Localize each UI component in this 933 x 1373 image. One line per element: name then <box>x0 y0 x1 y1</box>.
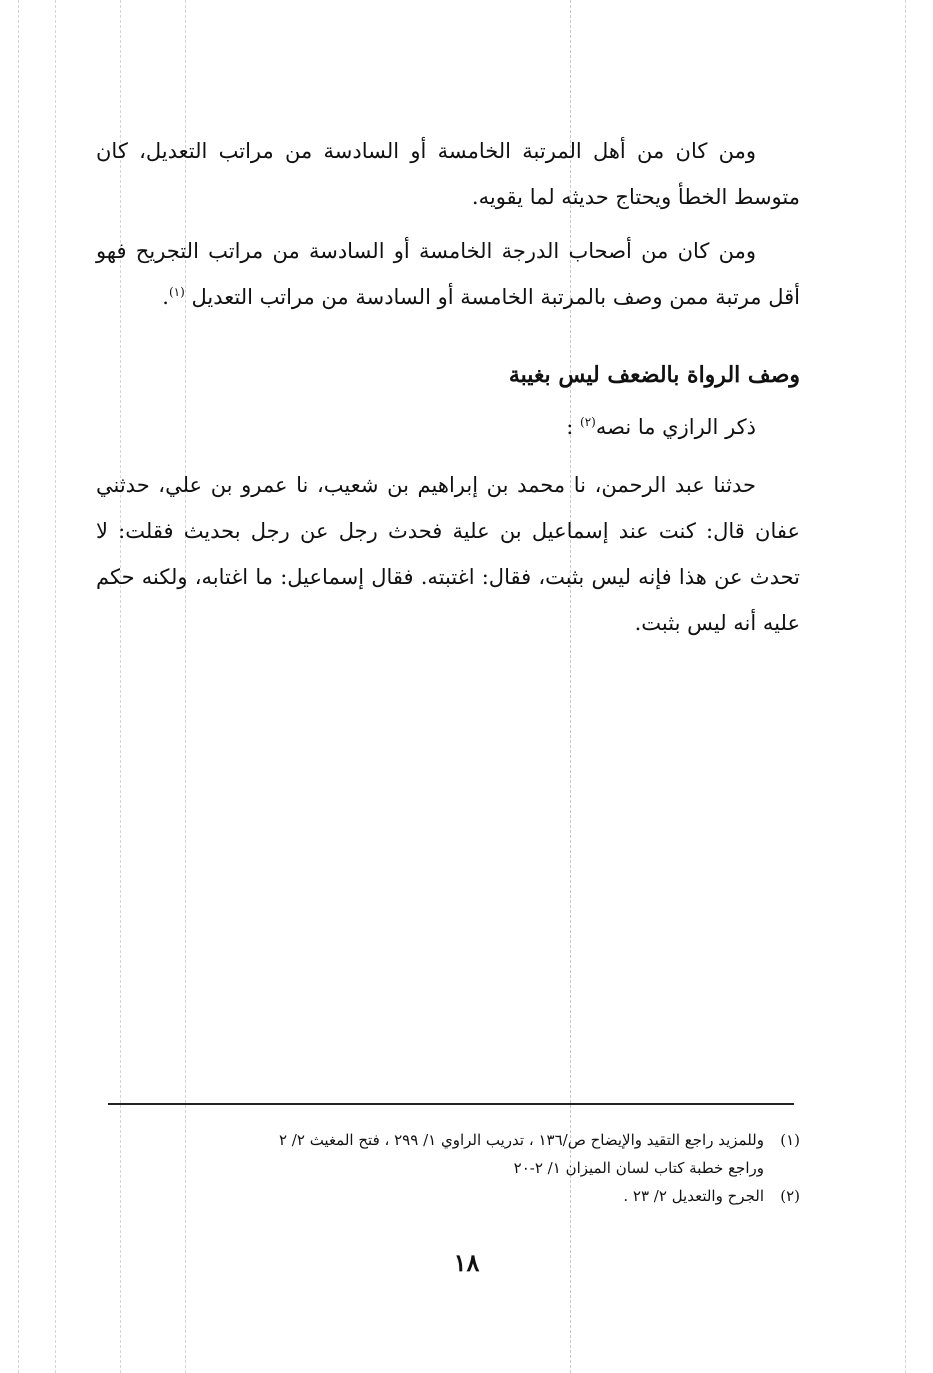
footnote-text: الجرح والتعديل ٢/ ٢٣ . <box>623 1187 764 1205</box>
section-heading: وصف الرواة بالضعف ليس بغيبة <box>508 362 800 388</box>
footnote-reference-1[interactable]: (١) <box>168 285 185 299</box>
footnote-2 <box>96 1182 800 1210</box>
paragraph-end-punctuation: . <box>162 285 169 309</box>
paragraph-narration <box>96 462 800 646</box>
intro-text: ذكر الرازي ما نصه <box>595 415 756 439</box>
footnote-number: (٢) <box>780 1187 800 1205</box>
scan-guide-line <box>18 0 19 1373</box>
paragraph-text: ومن كان من أهل المرتبة الخامسة أو السادسة من مراتب التعديل، كان متوسط الخطأ ويحتاج حديثه لما يقويه. <box>96 139 800 209</box>
footnote-text: وللمزيد راجع التقيد والإيضاح ص/١٣٦ ، تدريب الراوي ١/ ٢٩٩ ، فتح المغيث ٢/ ٢ <box>278 1131 764 1149</box>
footnote-divider <box>108 1103 794 1105</box>
scan-guide-line <box>905 0 906 1373</box>
footnote-1 <box>96 1126 800 1154</box>
intro-colon: : <box>566 415 581 439</box>
page-number: ١٨ <box>453 1248 480 1277</box>
paragraph-text: ومن كان من أصحاب الدرجة الخامسة أو السادسة من مراتب التجريح فهو أقل مرتبة ممن وصف بالمرتبة الخامسة أو السادسة من مراتب التعديل <box>96 239 800 309</box>
scan-guide-line <box>55 0 56 1373</box>
paragraph-text: حدثنا عبد الرحمن، نا محمد بن إبراهيم بن شعيب، نا عمرو بن علي، حدثني عفان قال: كنت عند إسماعيل بن علية فحدث رجل عن رجل بحديث فقلت: لا تحدث عن هذا فإنه ليس بثبت، فقال: اغتبته. فقال إسماعيل: ما اغتابه، ولكنه حكم عليه أنه ليس بثبت. <box>96 473 800 635</box>
intro-line <box>96 404 800 450</box>
paragraph-ta3deel <box>96 128 800 220</box>
footnote-number: (١) <box>780 1131 800 1149</box>
footnotes-section <box>96 1126 800 1210</box>
footnote-reference-2[interactable]: (٢) <box>580 415 596 429</box>
paragraph-tajreeh <box>96 228 800 320</box>
footnote-1-continuation: وراجع خطبة كتاب لسان الميزان ١/ ٢-٢٠ <box>513 1159 764 1177</box>
